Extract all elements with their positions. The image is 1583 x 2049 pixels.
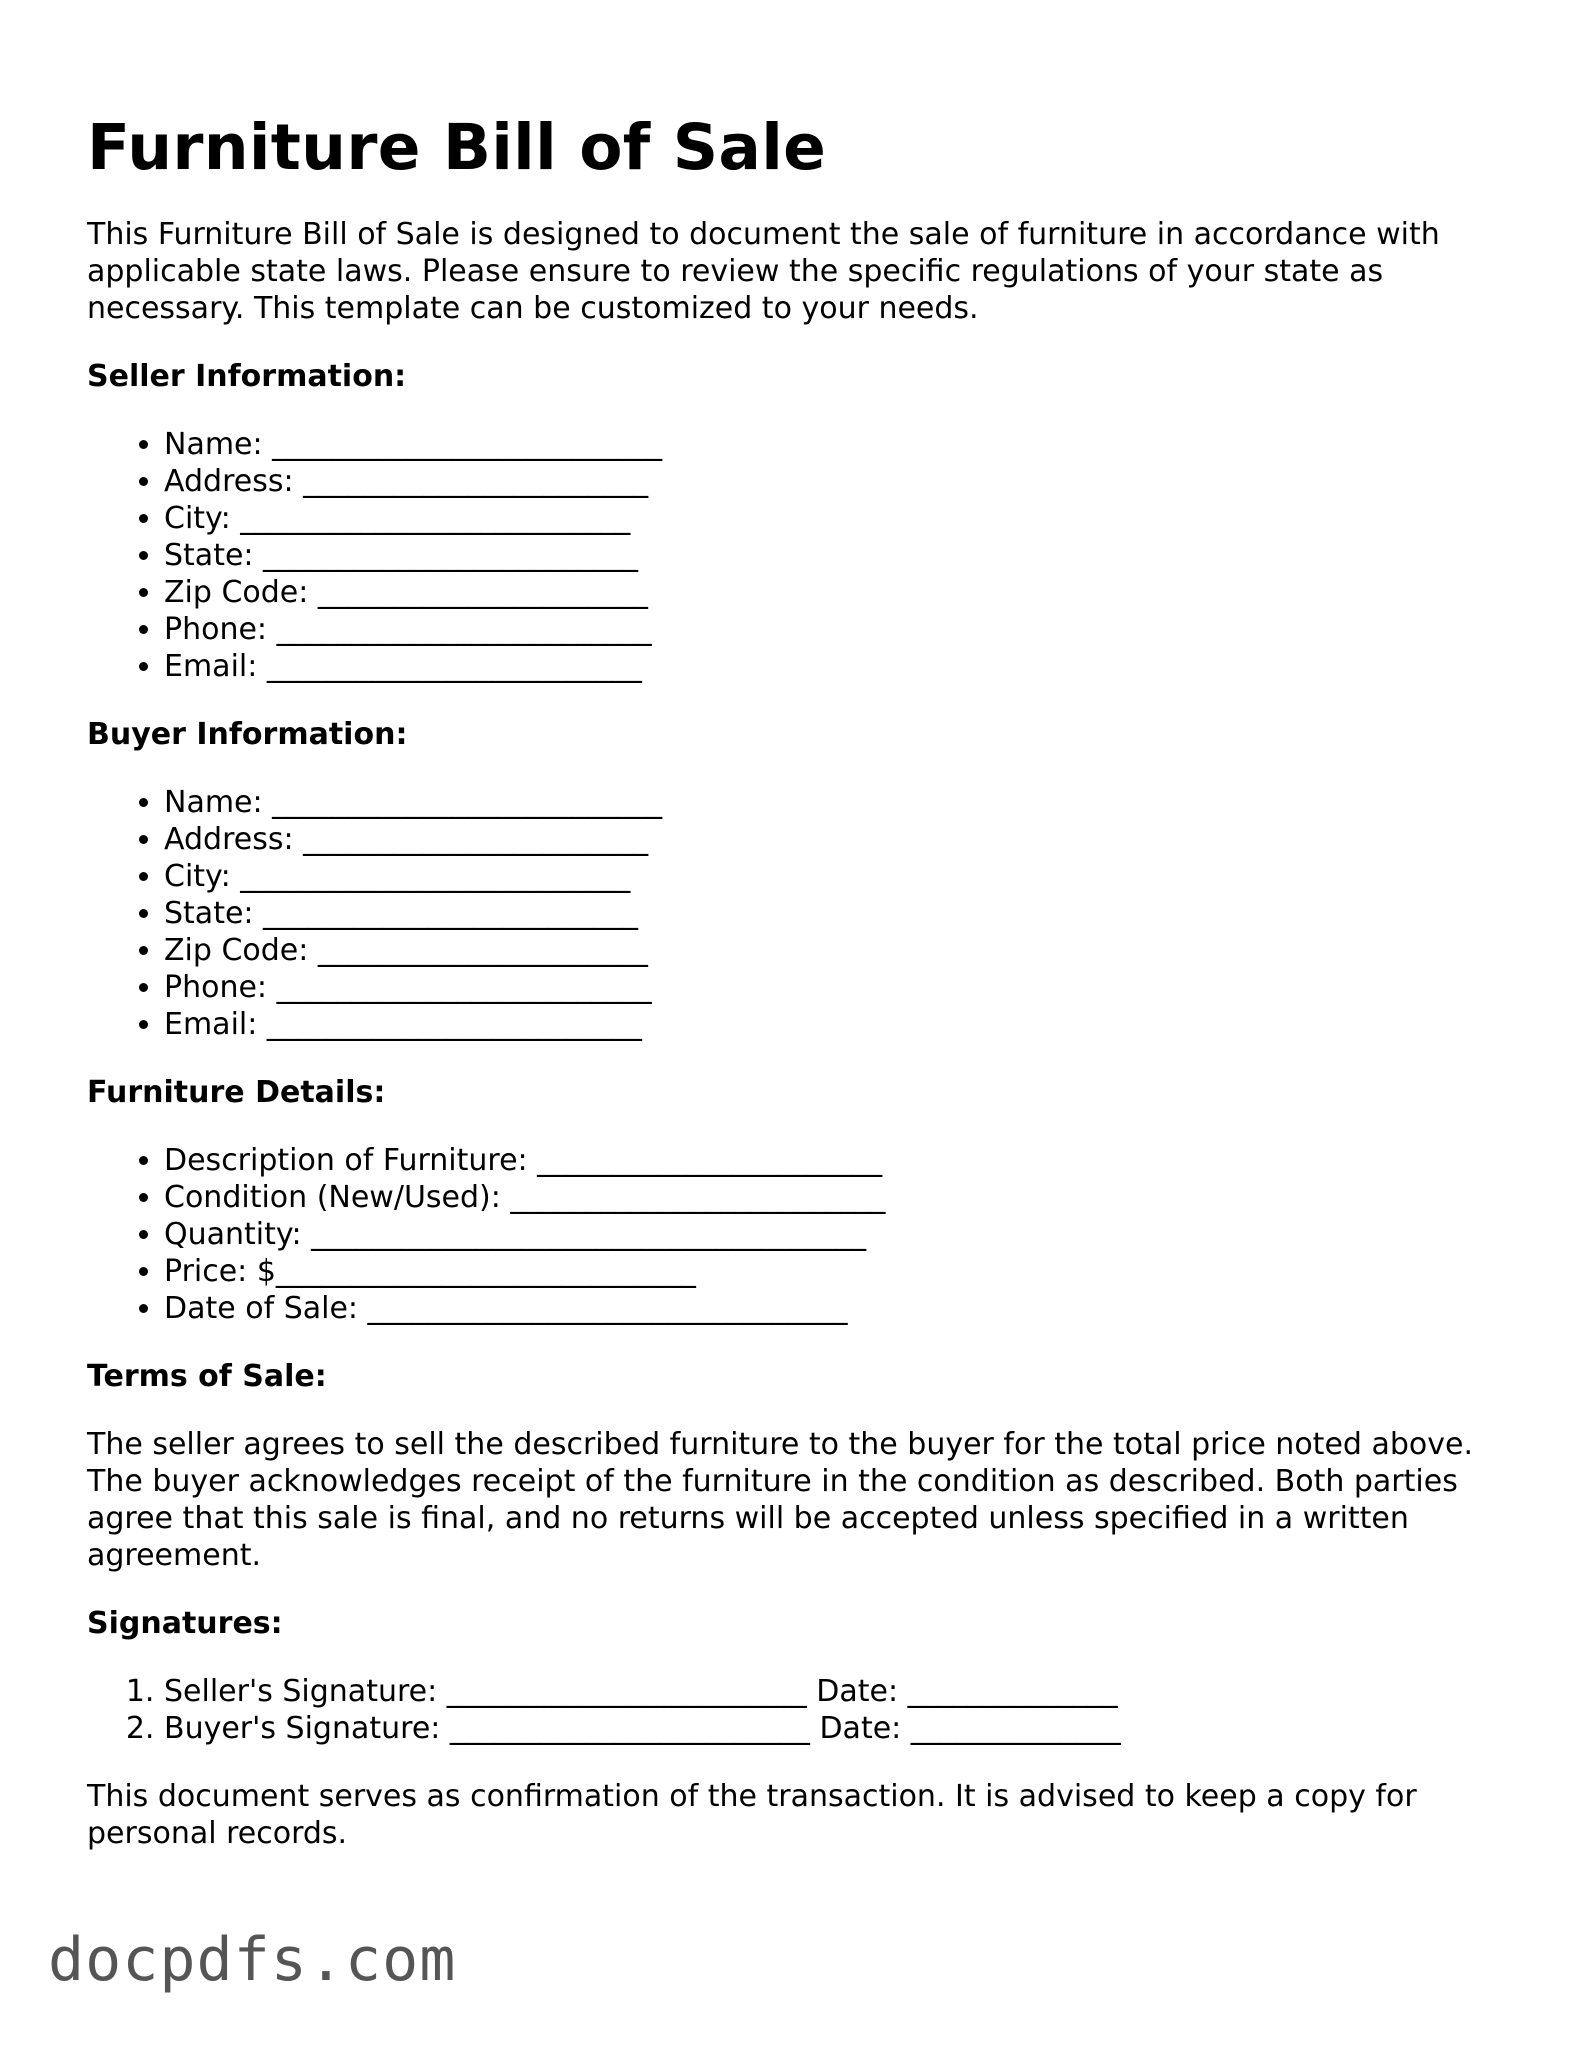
seller-name-field: • Name: __________________________	[164, 426, 1507, 463]
page-title: Furniture Bill of Sale	[87, 111, 827, 184]
intro-paragraph: This Furniture Bill of Sale is designed to document the sale of furniture in accordance with applicable state laws. Please ensure to review the specific regulations of your state as necessary. This template can be customized to your needs.	[87, 217, 1440, 326]
closing-paragraph: This document serves as confirmation of the transaction. It is advised to keep a copy for personal records.	[87, 1779, 1417, 1851]
furniture-field-list	[87, 1142, 1507, 1327]
seller-email-field: • Email: _________________________	[164, 648, 1507, 685]
seller-heading: Seller Information:	[87, 359, 407, 394]
terms-heading: Terms of Sale:	[87, 1359, 327, 1394]
furniture-date-field: • Date of Sale: ________________________________	[164, 1290, 1507, 1327]
buyer-signature-line: 2. Buyer's Signature: ________________________ Date: ______________	[164, 1710, 1507, 1747]
furniture-description-field: • Description of Furniture: _______________________	[164, 1142, 1507, 1179]
seller-state-field: • State: _________________________	[164, 537, 1507, 574]
watermark: docpdfs.com	[48, 1925, 457, 1995]
document-page	[87, 108, 1507, 1852]
furniture-heading: Furniture Details:	[87, 1075, 386, 1110]
furniture-quantity-field: • Quantity: _____________________________________	[164, 1216, 1507, 1253]
buyer-field-list	[87, 784, 1507, 1043]
buyer-state-field: • State: _________________________	[164, 895, 1507, 932]
seller-field-list	[87, 426, 1507, 685]
buyer-email-field: • Email: _________________________	[164, 1006, 1507, 1043]
signatures-heading: Signatures:	[87, 1606, 283, 1641]
seller-address-field: • Address: _______________________	[164, 463, 1507, 500]
seller-zip-field: • Zip Code: ______________________	[164, 574, 1507, 611]
seller-city-field: • City: __________________________	[164, 500, 1507, 537]
buyer-address-field: • Address: _______________________	[164, 821, 1507, 858]
furniture-price-field: • Price: $____________________________	[164, 1253, 1507, 1290]
furniture-condition-field: • Condition (New/Used): _________________________	[164, 1179, 1507, 1216]
buyer-name-field: • Name: __________________________	[164, 784, 1507, 821]
seller-phone-field: • Phone: _________________________	[164, 611, 1507, 648]
terms-paragraph: The seller agrees to sell the described furniture to the buyer for the total price noted above. The buyer acknowledges receipt of the furniture in the condition as described. Both parties agree that this sale is final, and no returns will be accepted unless specified in a written agreement.	[87, 1427, 1474, 1573]
buyer-heading: Buyer Information:	[87, 717, 408, 752]
buyer-zip-field: • Zip Code: ______________________	[164, 932, 1507, 969]
seller-signature-line: 1. Seller's Signature: ________________________ Date: ______________	[164, 1673, 1507, 1710]
signature-list	[87, 1673, 1507, 1747]
buyer-city-field: • City: __________________________	[164, 858, 1507, 895]
buyer-phone-field: • Phone: _________________________	[164, 969, 1507, 1006]
